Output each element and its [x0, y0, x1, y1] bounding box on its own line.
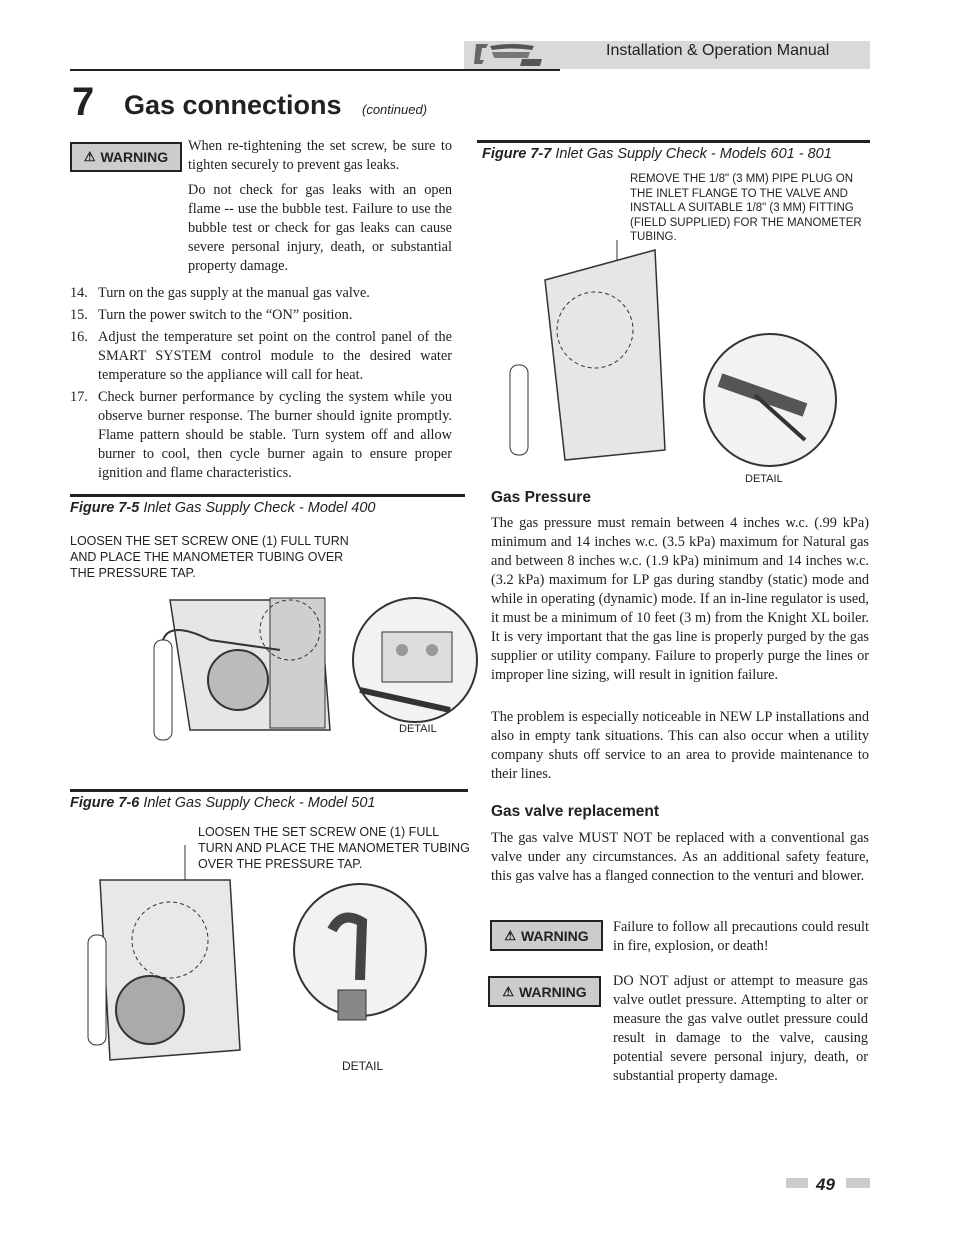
manual-title: Installation & Operation Manual	[606, 42, 830, 59]
warning-label: WARNING	[518, 983, 587, 1000]
figure-caption: Figure 7-6 Inlet Gas Supply Check - Model 501	[70, 795, 376, 811]
page-bar-left	[786, 1178, 808, 1188]
warning-label: WARNING	[100, 149, 169, 165]
warning-icon: ⚠	[83, 149, 96, 164]
figure-rule	[70, 789, 468, 792]
figure-rule	[70, 494, 465, 497]
figure-7-6-illustration	[80, 840, 440, 1070]
page-bar-right	[846, 1178, 870, 1188]
valve-replacement-para: The gas valve MUST NOT be replaced with a conventional gas valve under any circumstances. As an additional safety feature, this gas valve has a flanged connection to the venturi and blower.	[491, 830, 869, 884]
figure-callout: LOOSEN THE SET SCREW ONE (1) FULL TURN AND PLACE THE MANOMETER TUBING OVER THE PRESSURE TAP.	[198, 825, 470, 871]
warning2-text: Failure to follow all precautions could result in fire, explosion, or death!	[613, 919, 869, 954]
list-item: 14. Turn on the gas supply at the manual gas valve.	[70, 285, 370, 301]
warning1-para2: Do not check for gas leaks with an open flame -- use the bubble test. Failure to use the bubble test or check for gas leaks can cause severe personal injury, death, or substantial property damage.	[188, 182, 452, 274]
list-item: 17. Check burner performance by cycling the system while you observe burner response. The burner should ignite promptly. Flame pattern should be stable. Turn system off and allow burner to cool, then cycle burner again to ensure proper ignition and flame characteristics.	[70, 389, 452, 481]
list-item: 15. Turn the power switch to the “ON” position.	[70, 307, 353, 323]
detail-label: DETAIL	[399, 723, 437, 735]
warning-label: WARNING	[520, 927, 589, 944]
knight-xl-logo	[472, 40, 550, 68]
chapter-continued: (continued)	[362, 102, 428, 117]
figure-7-7-illustration	[505, 240, 865, 470]
header-rule	[70, 69, 560, 71]
chapter-title: Gas connections	[124, 90, 342, 120]
warning-badge	[490, 920, 603, 951]
chapter-number: 7	[72, 80, 95, 124]
figure-caption: Figure 7-5 Inlet Gas Supply Check - Model 400	[70, 500, 376, 516]
step-list	[70, 284, 452, 483]
section-heading: Gas Pressure	[491, 489, 591, 506]
gas-pressure-para1: The gas pressure must remain between 4 inches w.c. (.99 kPa) minimum and 14 inches w.c. (3.5 kPa) maximum for Natural gas and between 8 inches w.c. (1.9 kPa) minimum and 14 inches w.c. (3.2 kPa) maximum for LP gas during standby (static) mode and while in operating (dynamic) mode. If an in-line regulator is used, it must be a minimum of 10 feet (3 m) from the Knight XL boiler. It is very important that the gas line is properly purged by the gas supplier or utility company. Failure to properly purge the lines or improper line sizing, will result in ignition failure.	[491, 515, 869, 683]
detail-label: DETAIL	[342, 1059, 384, 1073]
figure-caption: Figure 7-7 Inlet Gas Supply Check - Models 601 - 801	[482, 146, 832, 162]
warning1-para1: When re-tightening the set screw, be sure to tighten securely to prevent gas leaks.	[188, 138, 452, 173]
warning-icon: ⚠	[502, 983, 514, 999]
list-item: 16. Adjust the temperature set point on the control panel of the SMART SYSTEM control module to the desired water temperature so the appliance will call for heat.	[70, 329, 452, 383]
figure-rule	[477, 140, 870, 143]
figure-callout: REMOVE THE 1/8" (3 MM) PIPE PLUG ON THE INLET FLANGE TO THE VALVE AND INSTALL A SUITABLE 1/8" (3 MM) FITTING (FIELD SUPPLIED) FOR THE MANOMETER TUBING.	[630, 173, 862, 243]
gas-pressure-para2: The problem is especially noticeable in NEW LP installations and also in empty tank situations. This can also occur when a utility company shuts off service to an area to provide maintenance to their lines.	[491, 709, 869, 782]
detail-label: DETAIL	[745, 473, 783, 485]
warning-icon: ⚠	[504, 927, 516, 943]
section-heading: Gas valve replacement	[491, 803, 660, 820]
warning-badge	[488, 976, 601, 1007]
warning-badge	[70, 142, 182, 172]
warning3-text: DO NOT adjust or attempt to measure gas valve outlet pressure. Attempting to alter or measure the gas valve outlet pressure could result in damage to the valve, causing potential severe personal injury, death, or substantial property damage.	[613, 973, 868, 1084]
page-number: 49	[816, 1175, 835, 1194]
figure-callout: LOOSEN THE SET SCREW ONE (1) FULL TURN AND PLACE THE MANOMETER TUBING OVER THE PRESSURE TAP.	[70, 534, 349, 580]
